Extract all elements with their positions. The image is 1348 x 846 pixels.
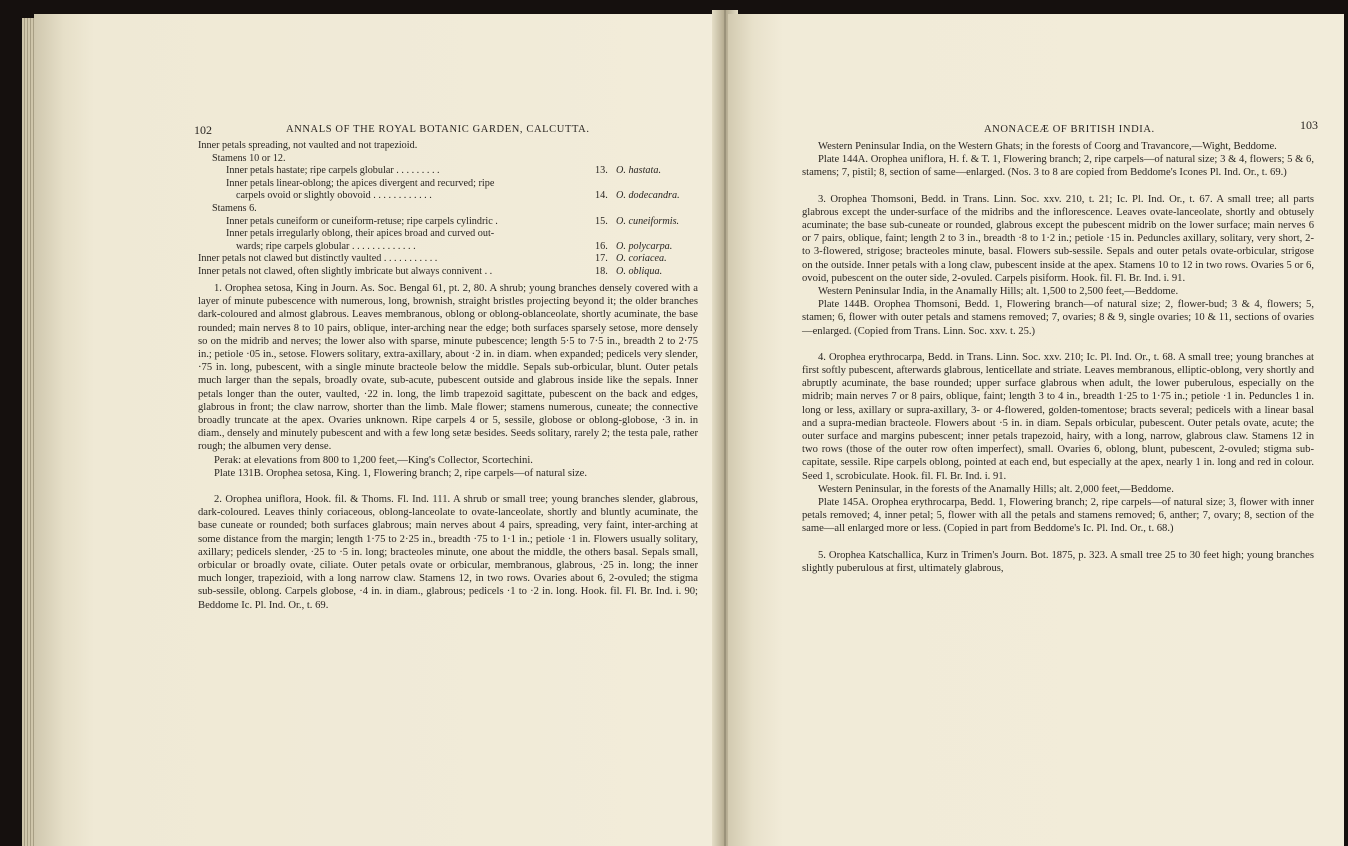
running-head-left: ANNALS OF THE ROYAL BOTANIC GARDEN, CALCUTTA. (286, 124, 590, 135)
key-row: Inner petals not clawed, often slightly imbricate but always connivent . . 18. O. obliqua. (198, 265, 663, 277)
key-row: Inner petals cuneiform or cuneiform-retuse; ripe carpels cylindric . 15. O. cuneiformis. (226, 215, 680, 227)
plate-145a-caption: Plate 145A. Orophea erythrocarpa, Bedd. 1, Flowering branch; 2, ripe carpels—of natural size; 3, flower with inner petals removed; 4, inner petal; 5, flower with all the petals and stamens removed; 6, anther; 7, ovary; 8, section of the same—all enlarged more or less. (Copied in part from Beddome's Ic. Pl. Ind. Or., t. 68.) (802, 497, 1314, 535)
key-group2-label: Stamens 6. (212, 202, 257, 214)
key-intro: Inner petals spreading, not vaulted and not trapezioid. (198, 140, 418, 151)
species-1-description: 1. Orophea setosa, King in Journ. As. Soc. Bengal 61, pt. 2, 80. A shrub; young branches densely covered with a layer of minute pubescence with numerous, long, brownish, straight bristles projecting beyond it; the older branches dark-coloured and almost glabrous. Leaves membranous, oblong or oblong-oblanceolate, shortly acuminate, the base rounded; main nerves 8 to 10 pairs, oblique, inter-arching near the edge; both surfaces sparsely setose, more densely so on the midrib and nerves; the lower also with sparse, minute pubescence; length 5·5 to 7·5 in., breadth 2 to 2·75 in.; petiole ·05 in., setose. Flowers solitary, extra-axillary, about ·2 in. in diam. when expanded; pedicels very slender, ·75 in. long, pubescent, with a single minute bracteole below the middle. Sepals sub-orbicular, blunt. Outer petals much larger than the sepals, broadly ovate, sub-acute, pubescent outside and glabrous inside like the sepals. Inner petals longer than the outer, vaulted, ·22 in. long, the limb trapezoid sagittate, pubescent on the back and edges, glabrous in front; the claw narrow, shorter than the limb. Male flower; stamens numerous, cuneate; the connective broadly truncate at the apex. Ovaries unknown. Ripe carpels 4 or 5, sessile, globose or oblong-globose, ·3 in. in diam., densely and minutely pubescent and with a few long setæ besides. Seeds solitary, rarely 2; the testa pale, rather rough; the albumen very dense. (198, 283, 698, 453)
key-row: Inner petals irregularly oblong, their apices broad and curved out- (226, 228, 495, 240)
left-page (34, 14, 728, 846)
running-head-right: ANONACEÆ OF BRITISH INDIA. (984, 124, 1155, 135)
species-5-description: 5. Orophea Katschallica, Kurz in Trimen's Journ. Bot. 1875, p. 323. A small tree 25 to 30 feet high; young branches slightly puberulous at first, ultimately glabrous, (802, 549, 1314, 574)
key-group1-label: Stamens 10 or 12. (212, 152, 286, 164)
species-2-locality: Western Peninsular India, on the Western Ghats; in the forests of Coorg and Travancore,—Wight, Beddome. (818, 141, 1277, 152)
page-number-left: 102 (194, 123, 212, 137)
key-row: Inner petals hastate; ripe carpels globular . . . . . . . . . 13. O. hastata. (226, 165, 661, 177)
right-body-text (802, 140, 1314, 575)
key-row: Inner petals not clawed but distinctly vaulted . . . . . . . . . . . 17. O. coriacea. (198, 253, 667, 265)
species-4-locality: Western Peninsular, in the forests of the Anamally Hills; alt. 2,000 feet,—Beddome. (818, 483, 1174, 495)
species-4-description: 4. Orophea erythrocarpa, Bedd. in Trans. Linn. Soc. xxv. 210; Ic. Pl. Ind. Or., t. 68. A small tree; young branches at first softly pubescent, afterwards glabrous, lenticellate and striate. Leaves membranous, elliptic-oblong, very shortly and abruptly acuminate, the base rounded; upper surface glabrous when adult, the lower puberulous, especially on the midrib; main nerves 7 or 8 pairs, oblique, faint; length 3 to 4 in., breadth 1·25 to 1·75 in.; petiole ·1 in. Peduncles 1 in. long or less, axillary or supra-axillary, 3- or 4-flowered, golden-tomentose; bracts several; pedicels with a linear basal and a supra-median bracteole. Flowers about ·5 in. in diam. Sepals orbicular, pubescent. Outer petals ovate, acute; the outer surface and margins pubescent; inner petals trapezoid, hairy, with a long, narrow, glabrous claw. Stamens 12 in two rows (those of the outer row often imperfect), small. Ovaries 6, oblong, blunt, pubescent, 2-ovuled; stigma sub-capitate, sessile. Ripe carpels oblong, pointed at each end, but especially at the apex, nearly 1 in. long and red in colour. Seed 1, scrobiculate. Hook. fil. Fl. Br. Ind. i. 91. (802, 351, 1314, 482)
right-page (728, 14, 1344, 846)
plate-131b-caption: Plate 131B. Orophea setosa, King. 1, Flowering branch; 2, ripe carpels—of natural size. (214, 467, 588, 479)
left-body-text (198, 282, 698, 612)
species-2-description: 2. Orophea uniflora, Hook. fil. & Thoms. Fl. Ind. 111. A shrub or small tree; young branches slender, glabrous, dark-coloured. Leaves thinly coriaceous, oblong-lanceolate to ovate-lanceolate, shortly and bluntly acuminate, the base cuneate or rounded; both surfaces glabrous; main nerves about 4 pairs, spreading, very faint, inter-arching at some distance from the margin; length 1·75 to 2·25 in., breadth ·75 to 1·1 in.; petiole ·1 in. Flowers usually solitary, axillary; pedicels slender, ·25 to ·5 in. long; bracteoles minute, one about the middle, the others basal. Sepals small, orbicular or broadly ovate, ciliate. Outer petals ovate or orbicular, membranous, glabrous, ·25 in. long; the inner much longer, trapezioid, with a long narrow claw. Stamens 12, in two rows. Ovaries about 6, 2-ovuled; the stigma sub-sessile, oblong. Carpels globose, ·4 in. in diam., glabrous; pedicels ·1 to ·2 in. long. Hook. fil. Fl. Br. Ind. i. 90; Beddome Ic. Pl. Ind. Or., t. 69. (198, 494, 698, 611)
species-key (198, 140, 698, 279)
species-1-locality: Perak: at elevations from 800 to 1,200 feet,—King's Collector, Scortechini. (214, 454, 533, 466)
plate-144a-caption: Plate 144A. Orophea uniflora, H. f. & T. 1, Flowering branch; 2, ripe carpels—of natural size; 3 & 4, flowers; 5 & 6, stamens; 7, pistil; 8, section of same—enlarged. (Nos. 3 to 8 are copied from Beddome's Icones Pl. Ind. Or., t. 69.) (802, 154, 1314, 179)
key-row: Inner petals linear-oblong; the apices divergent and recurved; ripe (226, 177, 495, 189)
key-row: carpels ovoid or slightly obovoid . . . . . . . . . . . . 14. O. dodecandra. (236, 190, 680, 202)
species-3-description: 3. Orophea Thomsoni, Bedd. in Trans. Linn. Soc. xxv. 210, t. 21; Ic. Pl. Ind. Or., t. 67. A small tree; all parts glabrous except the under-surface of the midribs and the inflorescence. Leaves ovate-lanceolate, shortly and obtusely acuminate; the base sub-cuneate or rounded, glabrous except the pubescent midrib on the lower surface; main nerves 6 or 7 pairs, oblique, faint; length 2 to 3 in., breadth ·8 to 1·2 in.; petiole ·15 in. Peduncles axillary, solitary, very short, 2- to 3-flowered, strigose; bracteoles minute, basal. Flowers sub-sessile. Sepals and outer petals ovate-orbicular, strigose on the outside. Inner petals with a long claw, pubescent inside at the apex. Stamens 10 to 12 in two rows. Ovaries 5 or 6, ovoid, pubescent on the outer side, 2-ovuled. Carpels pisiform. Hook. fil. Fl. Br. Ind. i. 91. (802, 193, 1314, 284)
plate-144b-caption: Plate 144B. Orophea Thomsoni, Bedd. 1, Flowering branch—of natural size; 2, flower-bud; 3 & 4, flowers; 5, stamen; 6, flower with outer petals and stamens removed; 7, ovaries; 8 & 9, single ovaries; 10 & 11, sections of ovaries—enlarged. (Copied from Trans. Linn. Soc. xxv. t. 25.) (802, 299, 1314, 337)
page-number-right: 103 (1300, 118, 1318, 132)
species-3-locality: Western Peninsular India, in the Anamally Hills; alt. 1,500 to 2,500 feet,—Beddome. (818, 286, 1179, 298)
key-row: wards; ripe carpels globular . . . . . . . . . . . . . 16. O. polycarpa. (236, 240, 673, 252)
